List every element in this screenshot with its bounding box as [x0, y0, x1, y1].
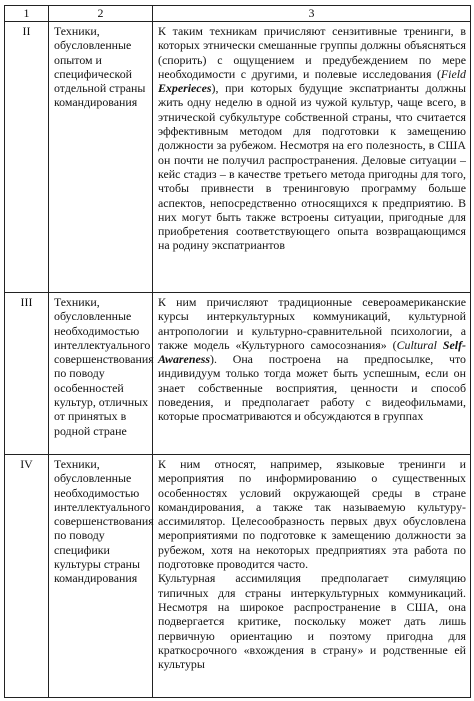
table-header-row	[5, 6, 471, 22]
description-cell	[153, 293, 471, 455]
description-text: К ним причисляют традиционные североамериканские курсы интеркультурных коммуникаций, культурной антропологии и культурно-сравнительной психологии, а также модель «Культурного самосознания» (	[158, 295, 466, 352]
description-term-bold: Experieces	[158, 81, 212, 96]
row-number: III	[5, 293, 49, 455]
description-text: ), при которых будущие экспатрианты должны жить одну неделю в одной из чужой культур, чаще всего, в этнической субкультуре собственной страны, что считается эффективным методом для подготовки к замещению должности за рубежом. Несмотря на его полезность, в США он почти не получил распространения. Деловые ситуации – кейс стадиз – в качестве третьего метода пригодны для того, чтобы привнести в тренинговую программу больше аспектов, непосредственно относящихся к предприятию. В них могут быть также встроены ситуации, пригодные для приобретения соответствующего опыта возвращающимся на родину экспатриантов	[158, 81, 466, 253]
table-row	[5, 455, 471, 698]
header-col-3: 3	[153, 6, 471, 22]
description-term: Cultural	[396, 337, 443, 352]
technique-cell: Техники, обусловленные необходимостью интеллектуального совершенствования по поводу специфики культуры страны командирования	[49, 455, 153, 698]
description-term-bold: Self-Awareness	[158, 337, 467, 367]
header-col-1: 1	[5, 6, 49, 22]
table-row	[5, 22, 471, 293]
description-text: К таким техникам причисляют сензитивные тренинги, в которых этнически смешанные группы должны объясняться (спорить) с ощущением и предубеждением по мере необходимости с другими, и полевые исследования (	[158, 24, 466, 81]
table-row	[5, 293, 471, 455]
description-cell	[153, 22, 471, 293]
technique-cell: Техники, обусловленные опытом и специфической отдельной страны командирования	[49, 22, 153, 293]
description-paragraph: К ним относят, например, языковые тренинги и мероприятия по информированию о существенных особенностях условий окружающей среды в стране командирования, а также так называемую культуру-ассимилятор. Целесообразность первых двух обусловлена мероприятиями по подготовке к замещению должности за рубежом, хотя на некоторых предприятиях эта работа по подготовке проводится часто.	[158, 457, 466, 572]
row-number: IV	[5, 455, 49, 698]
header-col-2: 2	[49, 6, 153, 22]
technique-cell: Техники, обусловленные необходимостью интеллектуального совершенствования по поводу особенностей культур, отличных от принятых в родной стране	[49, 293, 153, 455]
row-number: II	[5, 22, 49, 293]
description-cell	[153, 455, 471, 698]
techniques-table	[4, 5, 471, 698]
description-text: ). Она построена на предпосылке, что индивидуум только тогда может быть успешным, если он знает собственные восприятия, ценности и способ поведения, и предполагает работу с видеофильмами, которые просматриваются и обсуждаются в группах	[158, 352, 466, 424]
description-paragraph: Культурная ассимиляция предполагает симуляцию типичных для страны интеркультурных коммуникаций. Несмотря на широкое распространение в США, она подвергается критике, поскольку может дать лишь первичную ориентацию и поэтому пригодна для краткосрочного «вхождения в страну» и родственные ей культуры	[158, 571, 466, 672]
description-term: Field	[440, 66, 466, 81]
